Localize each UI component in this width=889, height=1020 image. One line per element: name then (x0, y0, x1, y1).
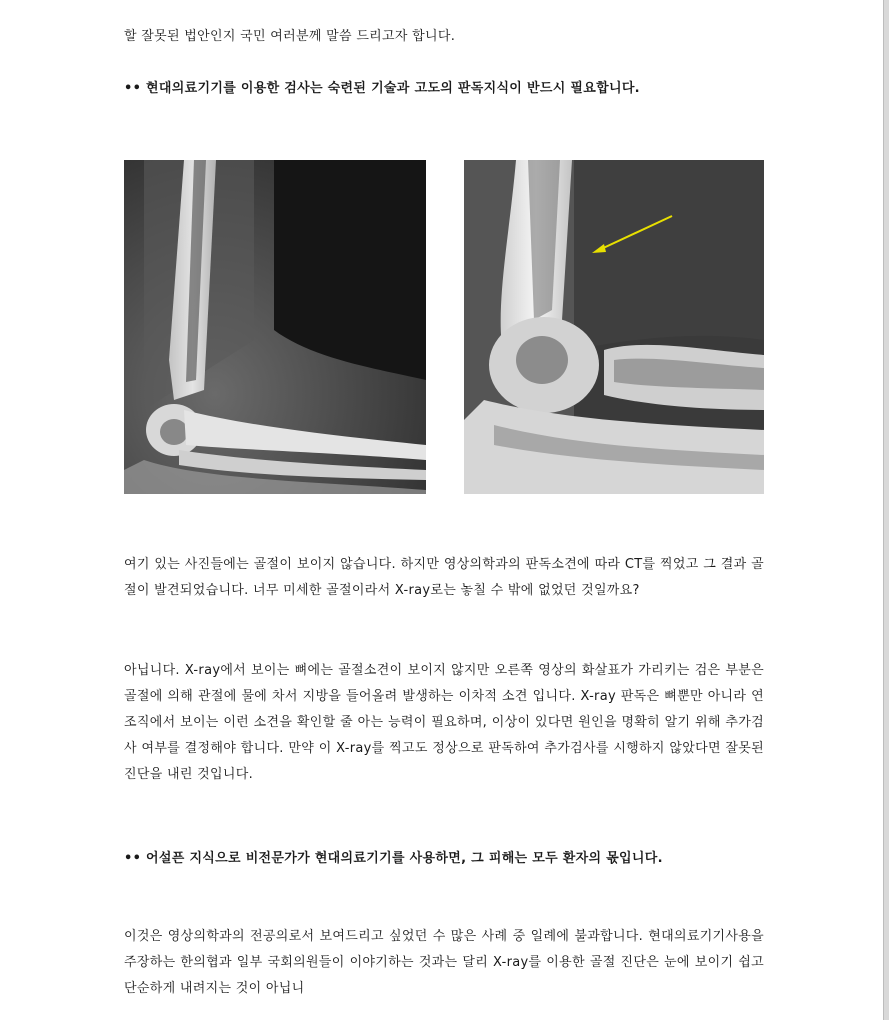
xray-image-right (464, 160, 764, 494)
xray-image-left (124, 160, 426, 494)
paragraph-body-2: 아닙니다. X-ray에서 보이는 뼈에는 골절소견이 보이지 않지만 오른쪽 영상의 화살표가 가리키는 검은 부분은 골절에 의해 관절에 물에 차서 지방을 들어올려 발생하는 이차적 소견 입니다. X-ray 판독은 뼈뿐만 아니라 연조직에서 보이는 이런 소견을 확인할 줄 아는 능력이 필요하며, 이상이 있다면 원인을 명확히 알기 위해 추가검사 여부를 결정해야 합니다. 만약 이 X-ray를 찍고도 정상으로 판독하여 추가검사를 시행하지 않았다면 잘못된 진단을 내린 것입니다. (124, 663, 764, 782)
page-edge (883, 0, 889, 1020)
xray-image-row (124, 160, 764, 494)
paragraph-intro: 할 잘못된 법안인지 국민 여러분께 말씀 드리고자 합니다. (124, 29, 456, 44)
paragraph-heading-1: •• 현대의료기기를 이용한 검사는 숙련된 기술과 고도의 판독지식이 반드시 필요합니다. (124, 81, 640, 96)
paragraph-body-1: 여기 있는 사진들에는 골절이 보이지 않습니다. 하지만 영상의학과의 판독소견에 따라 CT를 찍었고 그 결과 골절이 발견되었습니다. 너무 미세한 골절이라서 X-ray로는 놓칠 수 밖에 없었던 것일까요? (124, 557, 764, 598)
paragraph-heading-2: •• 어설픈 지식으로 비전문가가 현대의료기기를 사용하면, 그 피해는 모두 환자의 몫입니다. (124, 851, 663, 866)
paragraph-body-3: 이것은 영상의학과의 전공의로서 보여드리고 싶었던 수 많은 사례 중 일례에 불과합니다. 현대의료기기사용을 주장하는 한의협과 일부 국회의원들이 이야기하는 것과는 달리 X-ray를 이용한 골절 진단은 눈에 보이기 쉽고 단순하게 내려지는 것이 아닙니 (124, 929, 764, 996)
